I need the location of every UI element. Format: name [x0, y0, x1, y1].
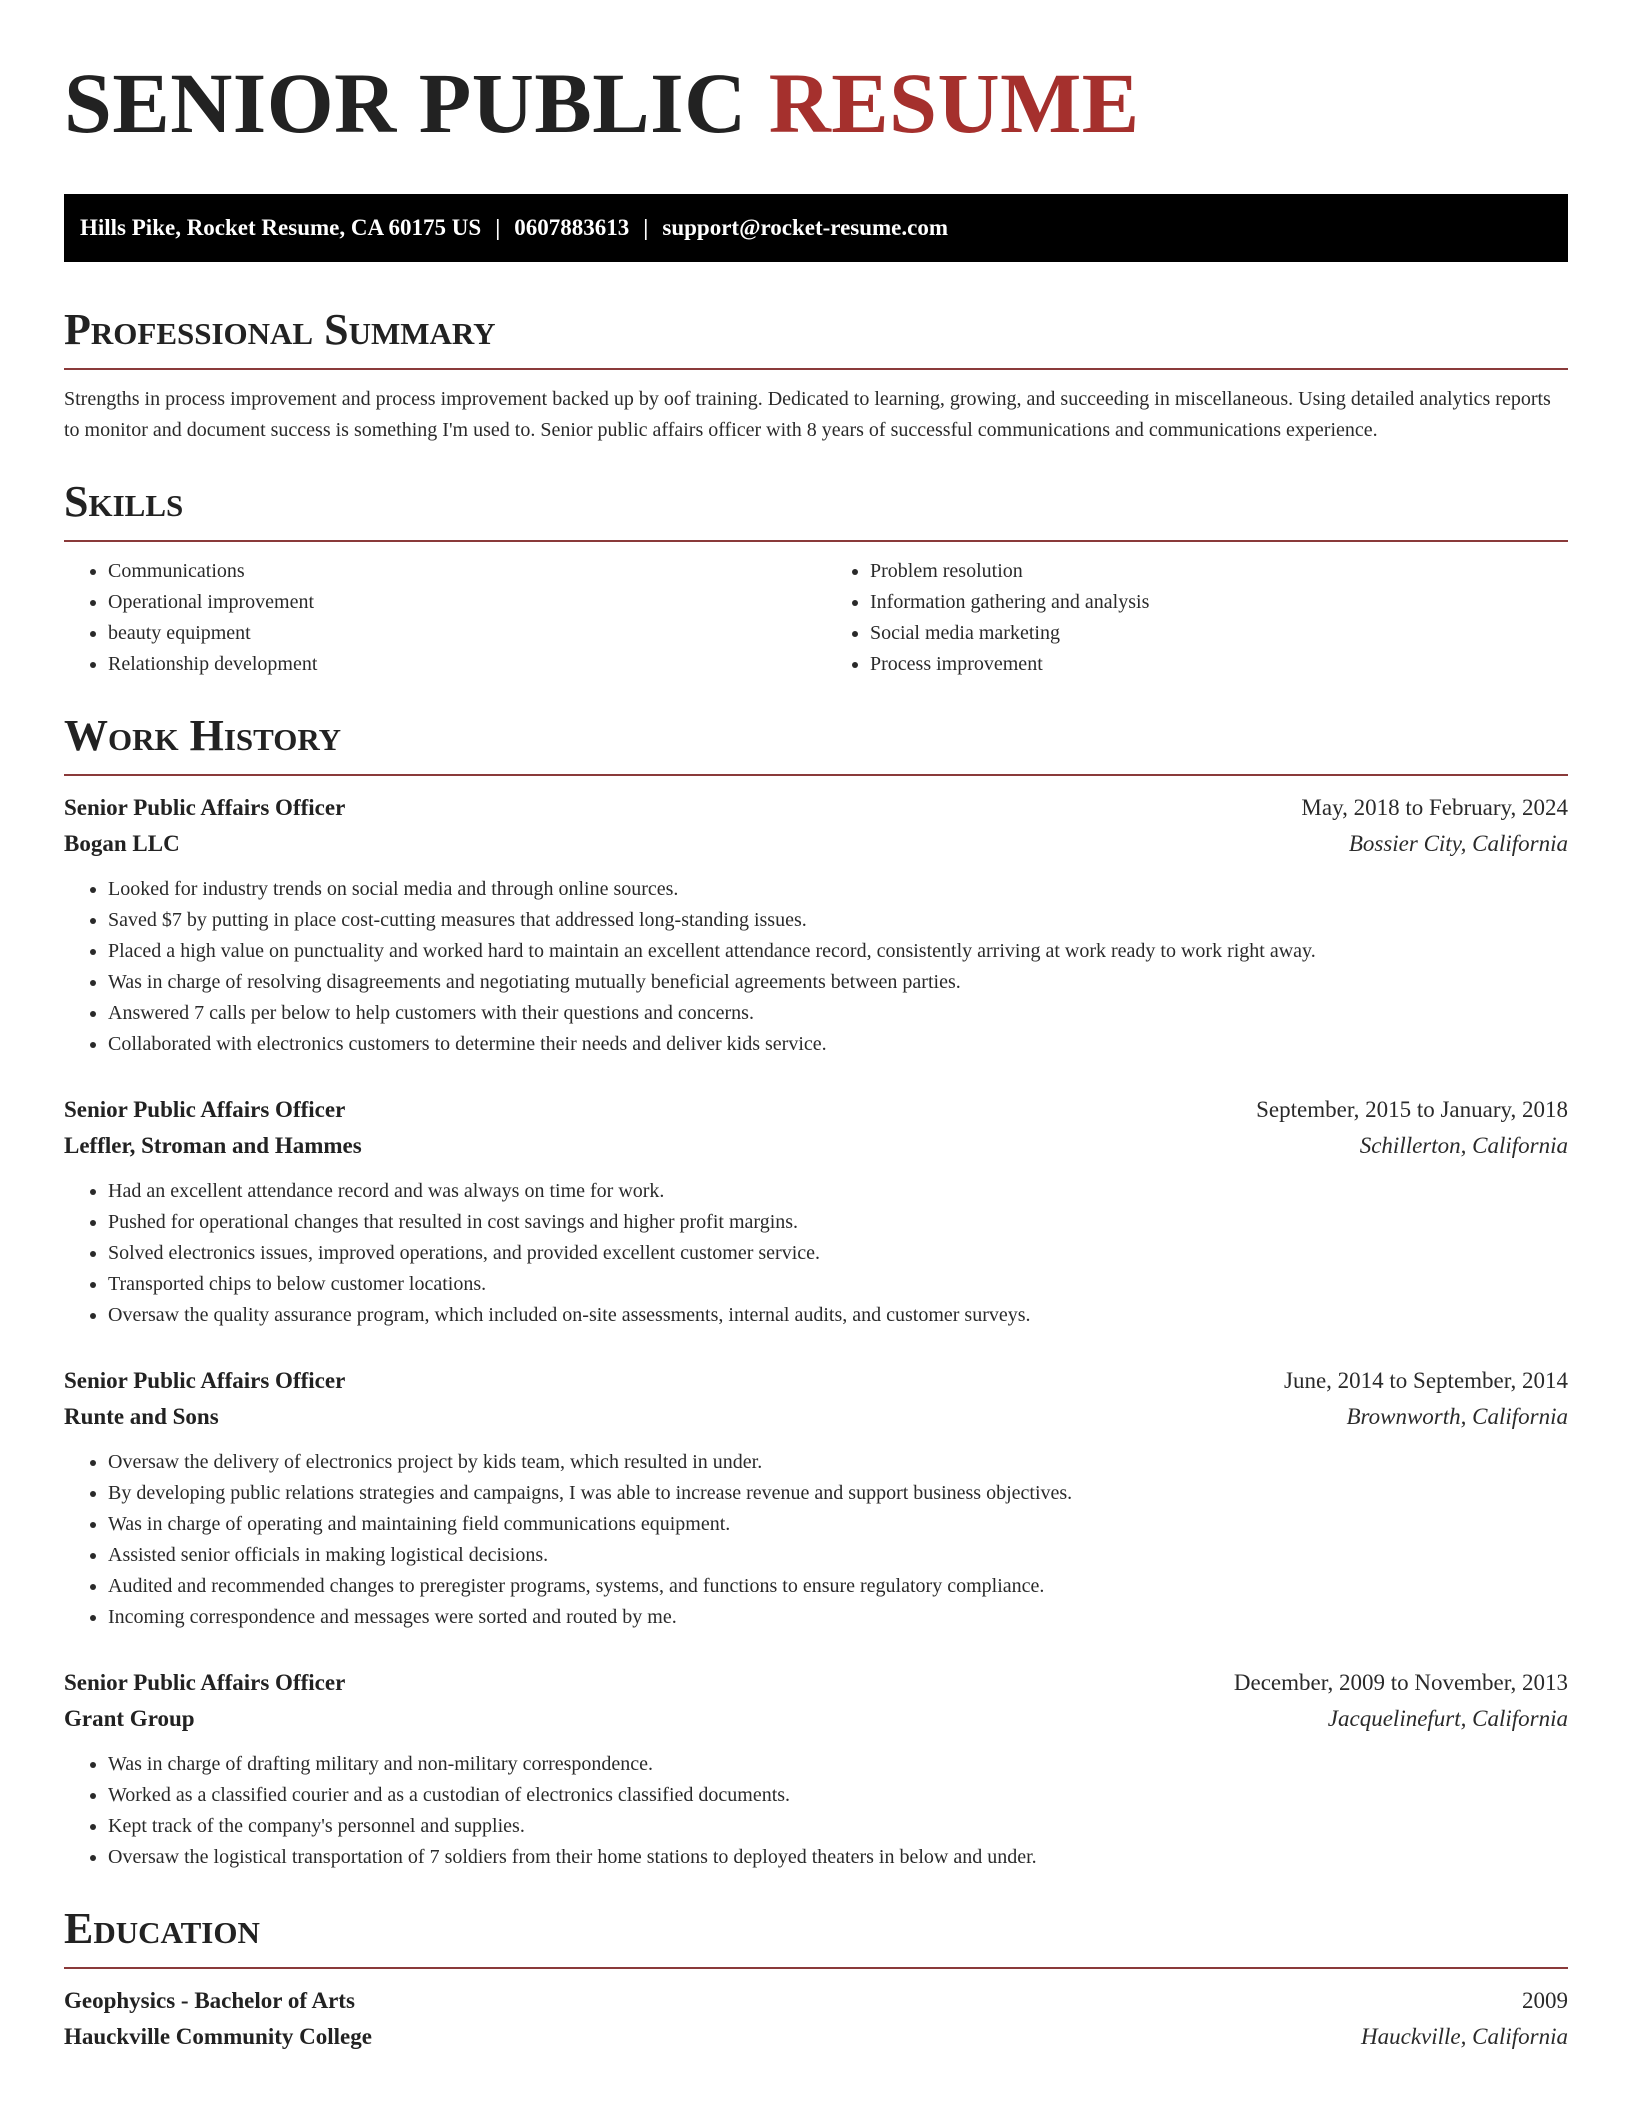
job-dates: December, 2009 to November, 2013 — [1233, 1670, 1568, 1695]
job-bullet: • Placed a high value on punctuality and worked hard to maintain an excellent attendance record, consistently arriving at work ready to work right away. — [108, 936, 1568, 967]
job-title: Senior Public Affairs Officer — [64, 1368, 346, 1393]
section-heading-education: Education — [64, 1904, 260, 1953]
job-bullet: • By developing public relations strategies and campaigns, I was able to increase revenue and support business objectives. — [108, 1478, 1568, 1509]
job-header — [64, 1665, 1568, 1701]
education-location: Hauckville, California — [1361, 2024, 1568, 2049]
section-divider — [64, 774, 1568, 776]
job-entry — [64, 1092, 1568, 1331]
job-entry — [64, 1665, 1568, 1873]
job-bullets — [64, 1749, 1568, 1873]
job-location: Schillerton, California — [1359, 1133, 1568, 1158]
job-location: Jacquelinefurt, California — [1327, 1706, 1568, 1731]
education-header — [64, 1983, 1568, 2019]
education-year: 2009 — [1522, 1988, 1568, 2013]
job-bullet: • Was in charge of drafting military and non-military correspondence. — [108, 1749, 1568, 1780]
job-title: Senior Public Affairs Officer — [64, 795, 346, 820]
job-subheader — [64, 1399, 1568, 1435]
job-company: Grant Group — [64, 1706, 195, 1731]
skills-list-right — [826, 556, 1568, 680]
contact-bar — [64, 194, 1568, 262]
contact-separator: | — [495, 215, 501, 240]
job-bullet: • Answered 7 calls per below to help customers with their questions and concerns. — [108, 998, 1568, 1029]
job-bullet: • Looked for industry trends on social media and through online sources. — [108, 874, 1568, 905]
education-degree: Geophysics - Bachelor of Arts — [64, 1988, 355, 2013]
job-company: Bogan LLC — [64, 831, 180, 856]
work-history-section — [64, 710, 1568, 1873]
education-section — [64, 1903, 1568, 2055]
contact-email[interactable]: support@rocket-resume.com — [662, 215, 949, 240]
summary-section — [64, 304, 1568, 446]
skill-item: • Relationship development — [108, 649, 806, 680]
job-subheader — [64, 1701, 1568, 1737]
job-dates: September, 2015 to January, 2018 — [1256, 1097, 1568, 1122]
section-divider — [64, 1967, 1568, 1969]
skill-item: • Problem resolution — [870, 556, 1568, 587]
title-accent: RESUME — [768, 55, 1140, 151]
education-school: Hauckville Community College — [64, 2024, 372, 2049]
skills-section — [64, 476, 1568, 680]
education-subheader — [64, 2019, 1568, 2055]
job-bullet: • Was in charge of operating and maintaining field communications equipment. — [108, 1509, 1568, 1540]
skill-item: • Information gathering and analysis — [870, 587, 1568, 618]
job-bullet: • Pushed for operational changes that resulted in cost savings and higher profit margins. — [108, 1207, 1568, 1238]
skill-item: • Social media marketing — [870, 618, 1568, 649]
job-bullet: • Worked as a classified courier and as a custodian of electronics classified documents. — [108, 1780, 1568, 1811]
skill-item: • Process improvement — [870, 649, 1568, 680]
job-bullets — [64, 1447, 1568, 1633]
job-bullet: • Collaborated with electronics customers to determine their needs and deliver kids service. — [108, 1029, 1568, 1060]
job-dates: June, 2014 to September, 2014 — [1284, 1368, 1568, 1393]
job-bullet: • Was in charge of resolving disagreements and negotiating mutually beneficial agreements between parties. — [108, 967, 1568, 998]
job-entry — [64, 1363, 1568, 1633]
job-header — [64, 790, 1568, 826]
job-header — [64, 1092, 1568, 1128]
section-divider — [64, 540, 1568, 542]
job-dates: May, 2018 to February, 2024 — [1301, 795, 1568, 820]
job-bullet: • Assisted senior officials in making logistical decisions. — [108, 1540, 1568, 1571]
contact-phone: 0607883613 — [514, 215, 630, 240]
job-title: Senior Public Affairs Officer — [64, 1670, 346, 1695]
title-main: SENIOR PUBLIC — [64, 55, 769, 151]
job-subheader — [64, 1128, 1568, 1164]
job-bullet: • Saved $7 by putting in place cost-cutting measures that addressed long-standing issues. — [108, 905, 1568, 936]
job-bullet: • Oversaw the delivery of electronics project by kids team, which resulted in under. — [108, 1447, 1568, 1478]
contact-separator: | — [643, 215, 649, 240]
job-bullet: • Oversaw the quality assurance program, which included on-site assessments, internal audits, and customer surveys. — [108, 1300, 1568, 1331]
job-bullets — [64, 1176, 1568, 1331]
skill-item: • Operational improvement — [108, 587, 806, 618]
job-bullet: • Audited and recommended changes to preregister programs, systems, and functions to ensure regulatory compliance. — [108, 1571, 1568, 1602]
job-bullet: • Kept track of the company's personnel and supplies. — [108, 1811, 1568, 1842]
job-entry — [64, 790, 1568, 1060]
summary-text: Strengths in process improvement and process improvement backed up by oof training. Dedicated to learning, growing, and succeeding in miscellaneous. Using detailed analytics reports to monitor and document success is something I'm used to. Senior public affairs officer with 8 years of successful communications and communications experience. — [64, 388, 1551, 441]
job-location: Bossier City, California — [1348, 831, 1568, 856]
section-heading-work: Work History — [64, 711, 342, 760]
job-bullets — [64, 874, 1568, 1060]
job-location: Brownworth, California — [1346, 1404, 1568, 1429]
job-bullet: • Had an excellent attendance record and was always on time for work. — [108, 1176, 1568, 1207]
job-company: Runte and Sons — [64, 1404, 219, 1429]
job-title: Senior Public Affairs Officer — [64, 1097, 346, 1122]
resume-title — [64, 52, 1568, 154]
skill-item: • Communications — [108, 556, 806, 587]
job-company: Leffler, Stroman and Hammes — [64, 1133, 362, 1158]
section-divider — [64, 368, 1568, 370]
section-heading-summary: Professional Summary — [64, 305, 496, 354]
job-bullet: • Transported chips to below customer locations. — [108, 1269, 1568, 1300]
section-heading-skills: Skills — [64, 477, 184, 526]
skills-grid — [64, 556, 1568, 680]
contact-address: Hills Pike, Rocket Resume, CA 60175 US — [80, 215, 482, 240]
job-bullet: • Solved electronics issues, improved operations, and provided excellent customer service. — [108, 1238, 1568, 1269]
skills-list-left — [64, 556, 806, 680]
job-bullet: • Incoming correspondence and messages were sorted and routed by me. — [108, 1602, 1568, 1633]
job-subheader — [64, 826, 1568, 862]
job-bullet: • Oversaw the logistical transportation of 7 soldiers from their home stations to deployed theaters in below and under. — [108, 1842, 1568, 1873]
job-header — [64, 1363, 1568, 1399]
skill-item: • beauty equipment — [108, 618, 806, 649]
